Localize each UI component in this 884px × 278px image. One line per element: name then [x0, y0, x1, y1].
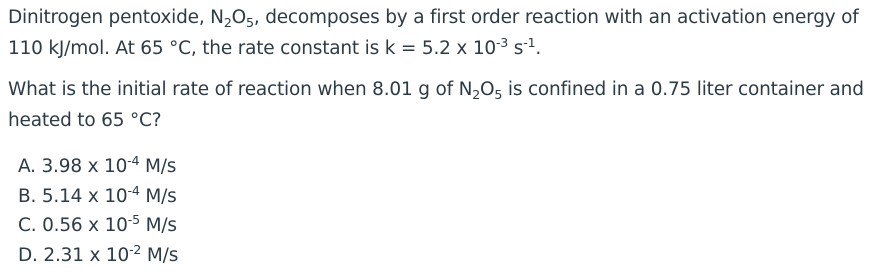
text-segment: Dinitrogen pentoxide, N — [8, 7, 224, 28]
text-segment: s — [508, 38, 524, 59]
answer-unit: M/s — [139, 185, 177, 207]
answer-unit: M/s — [139, 156, 177, 177]
answer-option-d[interactable] — [18, 241, 178, 271]
subscript: 2 — [472, 86, 481, 102]
question-paragraph-1 — [8, 2, 878, 64]
answer-option-c[interactable] — [18, 211, 178, 241]
answer-value: B. 5.14 x 10 — [18, 185, 128, 207]
subscript: 2 — [223, 14, 232, 30]
text-segment: is confined in a 0.75 liter container and heated to 65 °C? — [8, 79, 864, 131]
question-paragraph-2 — [8, 74, 878, 136]
superscript: -3 — [495, 35, 509, 51]
answer-list — [18, 152, 178, 270]
answer-value: D. 2.31 x 10 — [18, 244, 130, 266]
answer-unit: M/s — [141, 244, 179, 266]
subscript: 5 — [246, 14, 254, 30]
text-segment: . — [535, 38, 542, 59]
answer-exponent: -5 — [127, 212, 140, 228]
text-segment: , decomposes by a first order reaction with an activation energy of 110 kJ/mol. At 65 °C, the rate constant is k = 5.2 x 10 — [8, 7, 859, 59]
answer-option-a[interactable] — [18, 152, 178, 182]
subscript: 5 — [494, 86, 503, 102]
answer-value: A. 3.98 x 10 — [18, 156, 128, 177]
answer-exponent: -4 — [127, 182, 140, 198]
answer-exponent: -2 — [129, 241, 142, 257]
superscript: -1 — [523, 35, 536, 51]
text-segment: O — [480, 79, 495, 100]
answer-option-b[interactable] — [18, 182, 178, 212]
answer-exponent: -4 — [127, 153, 140, 169]
answer-unit: M/s — [139, 215, 177, 236]
text-segment: O — [231, 7, 247, 28]
answer-value: C. 0.56 x 10 — [18, 215, 128, 236]
text-segment: What is the initial rate of reaction when 8.01 g of N — [8, 79, 473, 100]
